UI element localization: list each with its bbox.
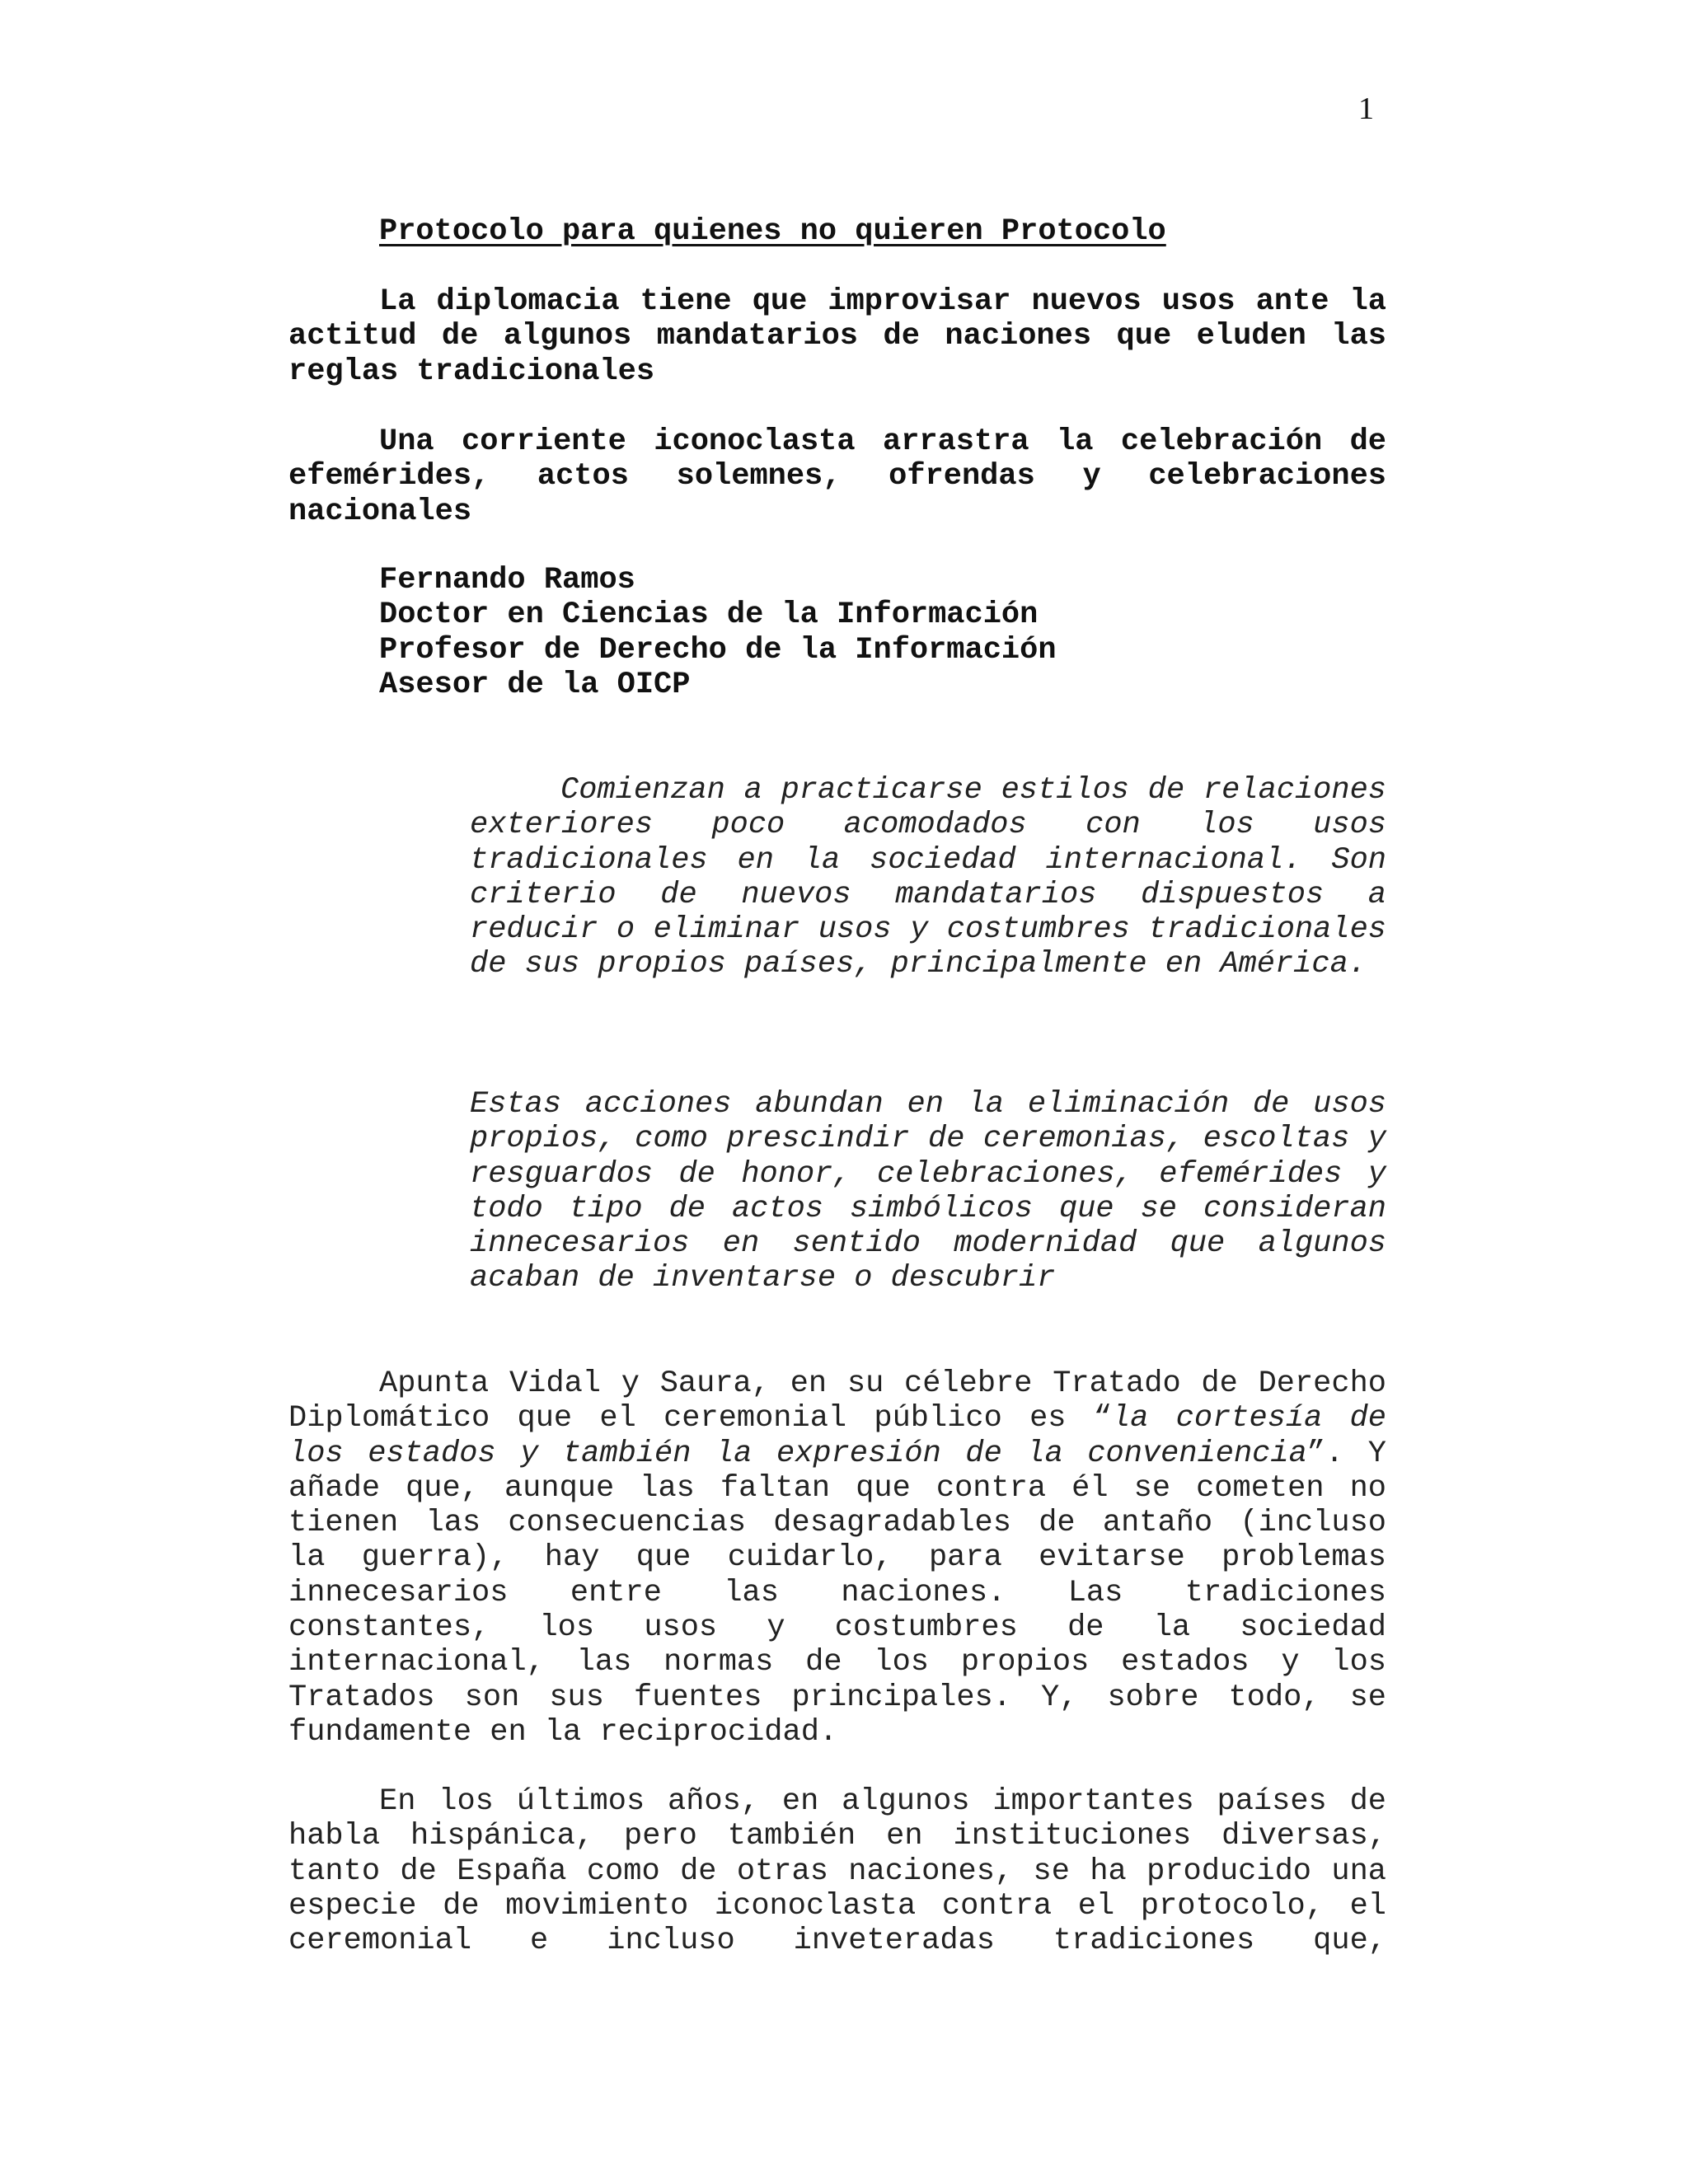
article-subtitle-1: La diplomacia tiene que improvisar nuevos usos ante la actitud de algunos mandatarios de naciones que eluden las reglas tradicionales [288,284,1386,389]
page-number: 1 [1358,91,1374,126]
author-name: Fernando Ramos [379,563,635,598]
paragraph-1-quoted-definition: la cortesía de los estados y también la expresión de la conveniencia [288,1401,1386,1471]
abstract-quote-2: Estas acciones abundan en la eliminación de usos propios, como prescindir de ceremonias, escoltas y resguardos de honor, celebraciones, efemérides y todo tipo de actos simbólicos que se consideran innecesarios en sentido modernidad que algunos acaban de inventarse o descubrir [470,1087,1386,1296]
article-title: Protocolo para quienes no quieren Protocolo [379,214,1166,249]
paragraph-1-text-start: Apunta Vidal y Saura, en su célebre Tratado de Derecho Diplomático que el ceremonial público es “ [288,1366,1386,1436]
article-subtitle-2: Una corriente iconoclasta arrastra la celebración de efemérides, actos solemnes, ofrendas y celebraciones nacionales [288,424,1386,529]
author-credential-2: Profesor de Derecho de la Información [379,632,1057,668]
paragraph-1-text-end: ”. Y añade que, aunque las faltan que contra él se cometen no tienen las consecuencias desagradables de antaño (incluso la guerra), hay que cuidarlo, para evitarse problemas innecesarios entre las naciones. Las tradiciones constantes, los usos y costumbres de la sociedad internacional, las normas de los propios estados y los Tratados son sus fuentes principales. Y, sobre todo, se fundamente en la reciprocidad. [288,1436,1386,1750]
author-credential-3: Asesor de la OICP [379,667,691,702]
author-credential-1: Doctor en Ciencias de la Información [379,598,1039,633]
body-paragraph-2: En los últimos años, en algunos importantes países de habla hispánica, pero también en instituciones diversas, tanto de España como de otras naciones, se ha producido una especie de movimiento iconoclasta contra el protocolo, el ceremonial e incluso inveteradas tradiciones que, [288,1784,1386,1959]
abstract-quote-1: Comienzan a practicarse estilos de relaciones exteriores poco acomodados con los usos tradicionales en la sociedad internacional. Son criterio de nuevos mandatarios dispuestos a reducir o eliminar usos y costumbres tradicionales de sus propios países, principalmente en América. [470,773,1386,982]
author-byline [379,563,1057,702]
body-paragraph-1 [288,1366,1386,1750]
